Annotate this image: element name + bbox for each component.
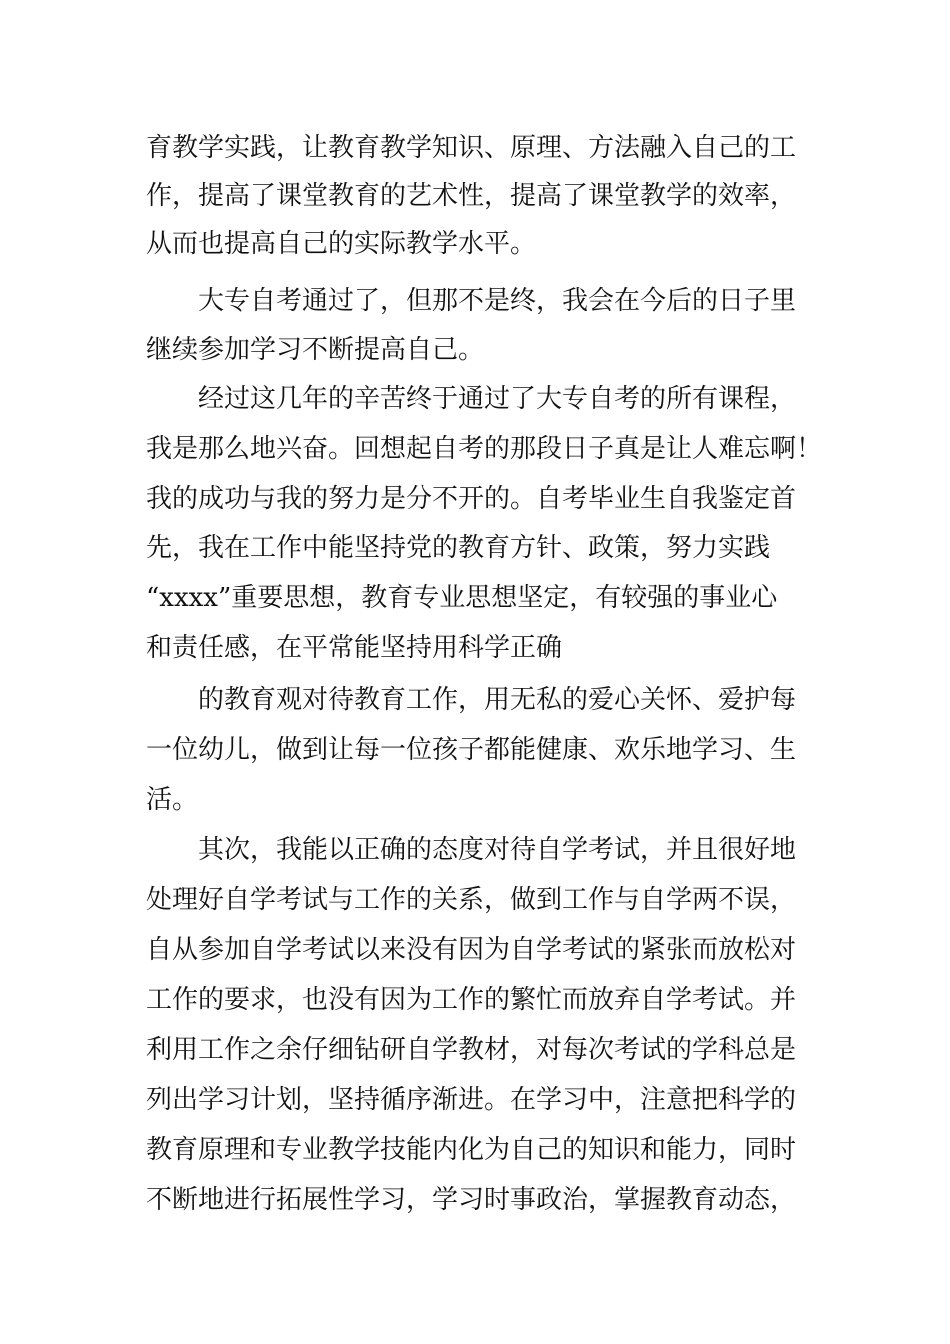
text-line: 一位幼儿，做到让每一位孩子都能健康、欢乐地学习、生 (146, 735, 797, 765)
text-line: 自从参加自学考试以来没有因为自学考试的紧张而放松对 (146, 935, 797, 965)
paragraph-first-line: 大专自考通过了，但那不是终，我会在今后的日子里 (198, 286, 797, 316)
text-line: 继续参加学习不断提高自己。 (146, 335, 485, 365)
text-line: 作，提高了课堂教育的艺术性，提高了课堂教学的效率， (146, 181, 797, 211)
paragraph-first-line: 的教育观对待教育工作，用无私的爱心关怀、爱护每 (198, 685, 797, 715)
text-line: 育教学实践，让教育教学知识、原理、方法融入自己的工 (146, 133, 797, 163)
text-line: 处理好自学考试与工作的关系，做到工作与自学两不误， (146, 885, 797, 915)
text-line: 从而也提高自己的实际教学水平。 (146, 229, 537, 259)
text-line: 工作的要求，也没有因为工作的繁忙而放弃自学考试。并 (146, 985, 797, 1015)
text-line: 不断地进行拓展性学习，学习时事政治，掌握教育动态， (146, 1185, 797, 1215)
text-line: 先，我在工作中能坚持党的教育方针、政策，努力实践 (146, 533, 771, 563)
paragraph-first-line: 经过这几年的辛苦终于通过了大专自考的所有课程， (198, 384, 797, 414)
text-line: 我是那么地兴奋。回想起自考的那段日子真是让人难忘啊！ (146, 434, 823, 464)
text-line: “xxxx”重要思想，教育专业思想坚定，有较强的事业心 (146, 583, 778, 613)
text-line: 我的成功与我的努力是分不开的。自考毕业生自我鉴定首 (146, 484, 797, 514)
text-line: 列出学习计划，坚持循序渐进。在学习中，注意把科学的 (146, 1085, 797, 1115)
text-line: 和责任感，在平常能坚持用科学正确 (146, 633, 563, 663)
paragraph-first-line: 其次，我能以正确的态度对待自学考试，并且很好地 (198, 835, 797, 865)
text-line: 教育原理和专业教学技能内化为自己的知识和能力，同时 (146, 1135, 797, 1165)
text-line: 利用工作之余仔细钻研自学教材，对每次考试的学科总是 (146, 1035, 797, 1065)
text-line: 活。 (146, 785, 199, 815)
